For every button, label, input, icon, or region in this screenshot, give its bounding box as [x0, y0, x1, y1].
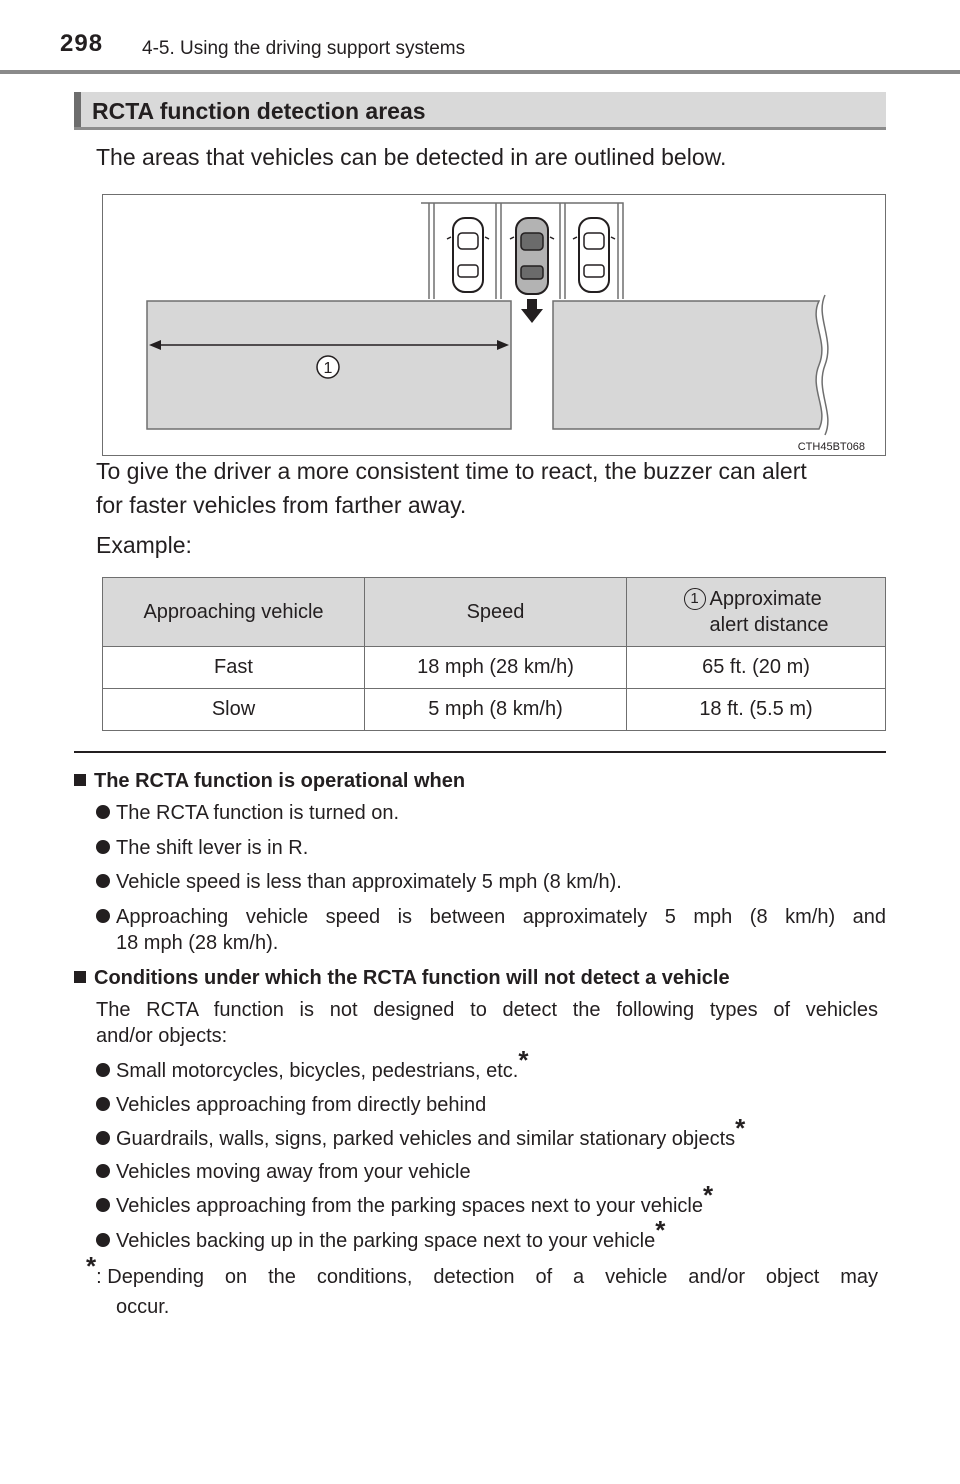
footnote-asterisk: * — [86, 1251, 97, 1281]
list-item-text: Small motorcycles, bicycles, pedestrians, etc. — [116, 1060, 519, 1082]
list-item-text: Vehicles approaching from the parking spaces next to your vehicle — [116, 1195, 704, 1217]
footnote-line2: occur. — [116, 1296, 170, 1318]
table-callout-number: 1 — [684, 588, 706, 610]
list-item-continuation: 18 mph (28 km/h). — [116, 932, 279, 954]
figure-code: CTH45BT068 — [797, 441, 865, 453]
list-item — [96, 1113, 746, 1152]
para2-line2: for faster vehicles from farther away. — [96, 492, 467, 518]
detection-area-diagram — [103, 195, 885, 455]
break-line — [822, 295, 828, 435]
footnote-marker: : — [96, 1266, 102, 1288]
figure-callout-number: 1 — [323, 360, 333, 377]
section-title: RCTA function detection areas — [92, 98, 426, 124]
section-title-bar — [74, 92, 886, 130]
asterisk-mark: * — [703, 1180, 714, 1210]
operational-heading — [74, 768, 465, 794]
table-row — [103, 647, 886, 689]
table-header-cell — [627, 578, 886, 647]
asterisk-mark: * — [735, 1113, 746, 1143]
table-cell: 18 ft. (5.5 m) — [627, 689, 886, 731]
heading-text: The RCTA function is operational when — [94, 770, 466, 792]
bullet-icon — [96, 1131, 110, 1145]
section-accent — [74, 92, 81, 127]
asterisk-mark: * — [518, 1045, 529, 1075]
parked-car-right-icon — [573, 218, 615, 292]
bullet-icon — [96, 1233, 110, 1247]
list-item — [96, 1180, 714, 1219]
detection-area-figure — [102, 194, 886, 456]
table-header-line: Approximate — [709, 588, 822, 610]
table-cell: 18 mph (28 km/h) — [365, 647, 627, 689]
list-item-text: Approaching vehicle speed is between approximately 5 mph (8 km/h) and — [116, 906, 886, 928]
list-item-text: The RCTA function is turned on. — [116, 802, 400, 824]
list-item — [96, 869, 622, 895]
bullet-icon — [96, 1063, 110, 1077]
header-rule — [0, 70, 960, 74]
alert-distance-table — [102, 577, 886, 731]
table-cell: Slow — [103, 689, 365, 731]
conditions-heading — [74, 965, 730, 991]
bullet-icon — [96, 909, 110, 923]
list-item-text: Guardrails, walls, signs, parked vehicles and similar stationary objects — [116, 1128, 736, 1150]
heading-text: Conditions under which the RCTA function will not detect a vehicle — [94, 967, 730, 989]
page-number: 298 — [60, 30, 104, 57]
footnote — [86, 1251, 878, 1290]
bullet-icon — [96, 1097, 110, 1111]
para2-line1: To give the driver a more consistent time to react, the buzzer can alert — [96, 458, 807, 484]
example-label: Example: — [96, 532, 192, 558]
conditions-intro-line2: and/or objects: — [96, 1025, 228, 1047]
right-detection-area — [553, 301, 822, 429]
bullet-icon — [96, 1198, 110, 1212]
table-header-row — [103, 578, 886, 647]
list-item — [96, 835, 308, 861]
list-item-text: The shift lever is in R. — [116, 837, 309, 859]
table-cell: Fast — [103, 647, 365, 689]
conditions-intro-line1: The RCTA function is not designed to detect the following types of vehicles — [96, 999, 878, 1021]
section-divider — [74, 751, 886, 753]
table-header-cell: Approaching vehicle — [103, 578, 365, 647]
list-item — [96, 1092, 486, 1118]
bullet-icon — [96, 805, 110, 819]
list-item — [96, 1215, 666, 1254]
bullet-icon — [96, 840, 110, 854]
list-item-text: Vehicles approaching from directly behind — [116, 1094, 487, 1116]
list-item-text: Vehicle speed is less than approximately 5 mph (8 km/h). — [116, 871, 622, 893]
list-item-text: Vehicles moving away from your vehicle — [116, 1161, 471, 1183]
intro-paragraph: The areas that vehicles can be detected in are outlined below. — [96, 144, 727, 170]
bullet-icon — [96, 1164, 110, 1178]
table-row — [103, 689, 886, 731]
table-cell: 5 mph (8 km/h) — [365, 689, 627, 731]
reverse-direction-arrow-icon — [521, 299, 543, 323]
own-vehicle-icon — [510, 218, 554, 294]
list-item-text: Vehicles backing up in the parking space next to your vehicle — [116, 1230, 656, 1252]
bullet-icon — [96, 874, 110, 888]
asterisk-mark: * — [655, 1215, 666, 1245]
table-header-line: alert distance — [709, 614, 829, 636]
table-header-cell: Speed — [365, 578, 627, 647]
square-bullet-icon — [74, 971, 86, 983]
footnote-line1: Depending on the conditions, detection of a vehicle and/or object may — [107, 1266, 878, 1288]
table-cell: 65 ft. (20 m) — [627, 647, 886, 689]
list-item — [96, 800, 399, 826]
square-bullet-icon — [74, 774, 86, 786]
parked-car-left-icon — [447, 218, 489, 292]
list-item — [96, 1045, 529, 1084]
list-item — [96, 904, 886, 930]
list-item — [96, 1159, 471, 1185]
running-header: 4-5. Using the driving support systems — [142, 38, 466, 59]
